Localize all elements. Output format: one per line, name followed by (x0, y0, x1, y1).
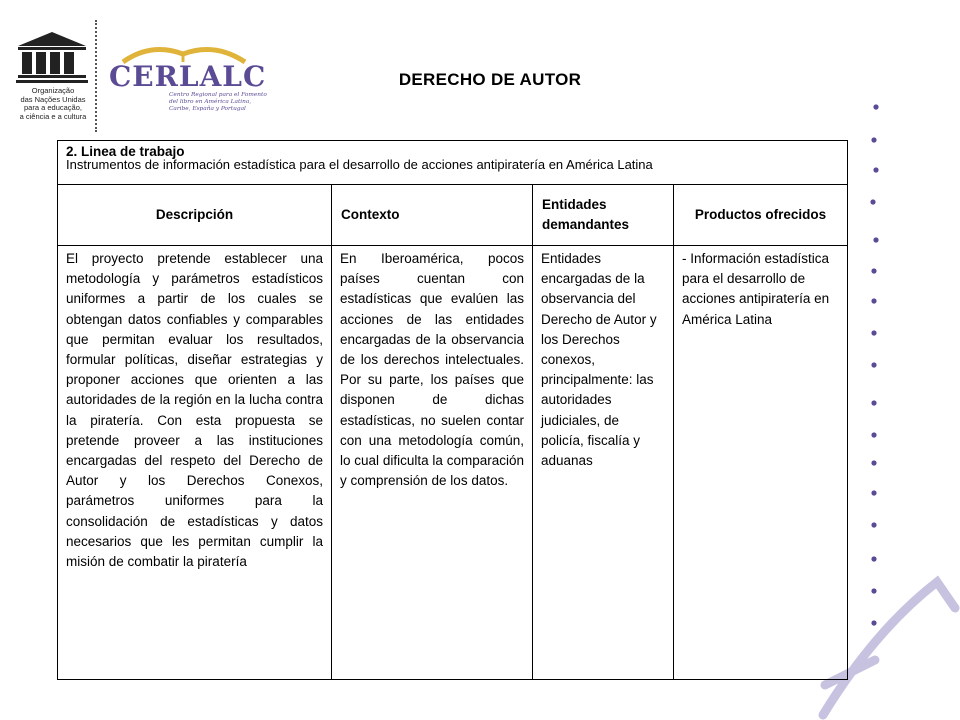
header-contexto: Contexto (332, 185, 533, 246)
logo-divider (95, 20, 97, 132)
cell-productos: - Información estadística para el desarrollo de acciones antipiratería en América Latina (674, 246, 848, 680)
work-line-text: Instrumentos de información estadística para el desarrollo de acciones antipiratería en América Latina (66, 157, 653, 172)
caption-line: para a educação, (24, 103, 82, 112)
cell-descripcion: El proyecto pretende establecer una metodología y parámetros estadísticos uniformes a partir de los cuales se obtengan datos confiables y comparables que permitan evaluar los resultados, formular políticas, diseñar estrategias y proponer acciones que orienten a las autoridades de la región en la lucha contra la piratería. Con esta propuesta se pretende proveer a las instituciones encargadas del respeto del Derecho de Autor y los Derechos Conexos, parámetros uniformes para la consolidación de estadísticas y datos necesarios que les permitan cumplir la misión de combatir la piratería (58, 246, 332, 680)
caption-line: das Nações Unidas (20, 94, 86, 104)
temple-icon (14, 30, 90, 86)
cell-entidades: Entidades encargadas de la observancia del Derecho de Autor y los Derechos conexos, principalmente: las autoridades judiciales, de policía, fiscalía y aduanas (533, 246, 674, 680)
header-productos: Productos ofrecidos (674, 185, 848, 246)
decorative-dots (860, 95, 890, 635)
caption-line: a ciência e a cultura (19, 111, 87, 121)
page-title: DERECHO DE AUTOR (398, 70, 582, 89)
cerlalc-subtitle: Centro Regional para el Fomento del libro en América Latina, Caribe, España y Portugal (169, 92, 267, 112)
cerlalc-name: CERLALC (109, 60, 267, 93)
header-descripcion: Descripción (58, 185, 332, 246)
caption-line: Organização (31, 86, 75, 95)
cell-contexto: En Iberoamérica, pocos países cuentan con estadísticas que evalúen las acciones de las entidades encargadas de la observancia de los derechos intelectuales. Por su parte, los países que disponen de dichas estadísticas, no suelen contar con una metodología común, lo cual dificulta la comparación y comprensión de los datos. (332, 246, 533, 680)
work-line-title: 2. Linea de trabajo (66, 144, 185, 159)
header-entidades: Entidades demandantes (533, 185, 674, 246)
cerlalc-logo (105, 40, 265, 120)
work-line-cell (58, 141, 848, 185)
project-table (57, 140, 848, 680)
unesco-caption (14, 87, 92, 121)
